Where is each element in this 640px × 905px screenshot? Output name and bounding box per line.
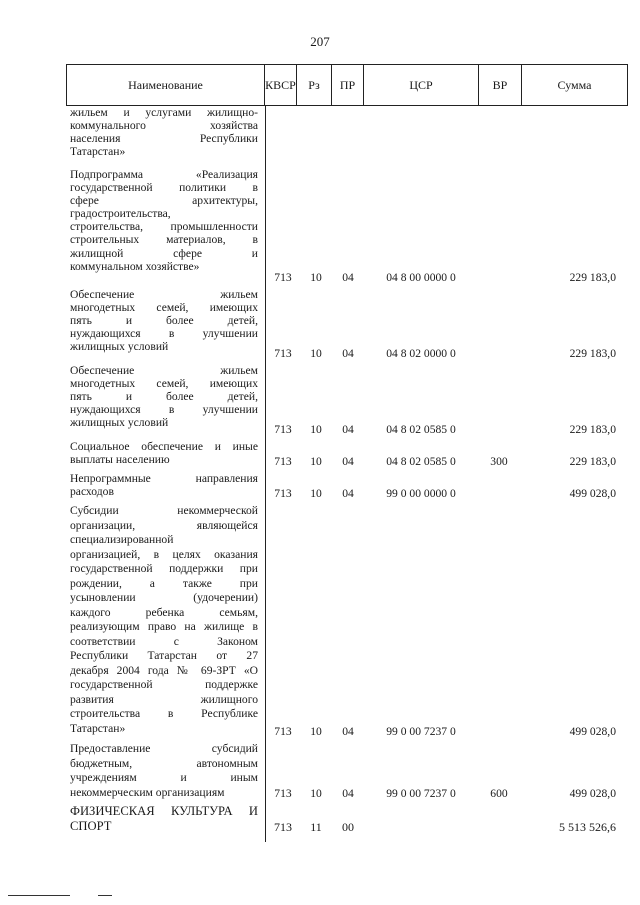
cell-csr: 04 8 02 0585 0 — [386, 454, 456, 468]
header-vr: ВР — [479, 65, 522, 105]
name-line: строительных материалов, в — [70, 233, 258, 247]
cell-csr: 99 0 00 7237 0 — [386, 724, 456, 738]
name-line: строительства в Республике — [70, 707, 258, 720]
row-name — [70, 472, 258, 498]
cell-kvsr: 713 — [274, 786, 292, 800]
cell-rz: 11 — [310, 819, 322, 834]
cell-csr: 99 0 00 7237 0 — [386, 786, 456, 800]
name-line: СПОРТ — [70, 818, 112, 833]
table-row — [0, 472, 640, 500]
cell-kvsr: 713 — [274, 422, 292, 436]
name-line: Обеспечение жильем — [70, 288, 258, 301]
header-pr: ПР — [332, 65, 364, 105]
cell-vr: 600 — [490, 786, 508, 800]
name-line: учреждениям и иным — [70, 771, 258, 784]
cell-rz: 10 — [310, 486, 322, 500]
cell-pr: 04 — [342, 786, 354, 800]
cell-kvsr: 713 — [274, 486, 292, 500]
name-line: коммунального хозяйства — [70, 119, 258, 133]
name-line: каждого ребенка семьям, — [70, 605, 258, 619]
name-line: Предоставление субсидий — [70, 742, 258, 755]
name-line: организации, являющейся — [70, 518, 258, 532]
name-line: пять и более детей, — [70, 390, 258, 404]
cell-kvsr: 713 — [274, 819, 292, 834]
cell-pr: 04 — [342, 486, 354, 500]
cell-sum: 5 513 526,6 — [559, 819, 616, 834]
name-line: нуждающихся в улучшении — [70, 403, 258, 417]
header-name: Наименование — [67, 65, 265, 105]
cell-kvsr: 713 — [274, 346, 292, 360]
table-row — [0, 288, 640, 360]
cell-sum: 229 183,0 — [569, 270, 616, 284]
cell-pr: 04 — [342, 422, 354, 436]
cell-sum: 229 183,0 — [569, 422, 616, 436]
name-line: рождении, а также при — [70, 576, 258, 590]
header-kvsr: КВСР — [265, 65, 297, 105]
name-line: градостроительства, — [70, 207, 171, 221]
name-line: Татарстан» — [70, 721, 126, 735]
name-line: развития жилищного — [70, 692, 258, 706]
name-line: организацией, в целях оказания — [70, 547, 258, 561]
name-line: некоммерческим организациям — [70, 785, 225, 799]
name-line: Непрограммные направления — [70, 472, 258, 485]
table-row — [0, 440, 640, 468]
cell-csr: 04 8 02 0585 0 — [386, 422, 456, 436]
header-sum: Сумма — [557, 78, 592, 92]
table-row — [0, 168, 640, 284]
row-name — [70, 364, 258, 429]
cell-kvsr: 713 — [274, 270, 292, 284]
cell-sum: 229 183,0 — [569, 454, 616, 468]
name-line: специализированной — [70, 533, 174, 546]
name-line: расходов — [70, 485, 114, 499]
table-header — [66, 64, 628, 106]
name-line: усыновлении (удочерении) — [70, 591, 258, 604]
cell-rz: 10 — [310, 786, 322, 800]
name-line: Социальное обеспечение и иные — [70, 440, 258, 453]
name-line: Татарстан» — [70, 145, 126, 159]
name-line: населения Республики — [70, 132, 258, 146]
row-name — [70, 106, 258, 158]
name-line: строительства, промышленности — [70, 220, 258, 234]
name-line: жилищной сфере и — [70, 246, 258, 260]
name-line: соответствии с Законом — [70, 634, 258, 648]
cell-sum: 499 028,0 — [569, 486, 616, 500]
name-line: многодетных семей, имеющих — [70, 377, 258, 391]
name-line: Республики Татарстан от 27 — [70, 649, 258, 662]
table-row — [0, 804, 640, 834]
name-line: многодетных семей, имеющих — [70, 301, 258, 315]
name-line: Субсидии некоммерческой — [70, 504, 258, 517]
cell-pr: 00 — [342, 819, 354, 834]
name-line: бюджетным, автономным — [70, 756, 258, 770]
cell-sum: 499 028,0 — [569, 724, 616, 738]
cell-pr: 04 — [342, 270, 354, 284]
row-name — [70, 804, 258, 833]
name-line: выплаты населению — [70, 453, 170, 467]
name-line: государственной поддержки при — [70, 562, 258, 575]
name-line: реализующим право на жилище в — [70, 620, 258, 633]
cell-vr: 300 — [490, 454, 508, 468]
cell-rz: 10 — [310, 346, 322, 360]
name-line: государственной политики в — [70, 181, 258, 195]
cell-rz: 10 — [310, 422, 322, 436]
cell-csr: 04 8 00 0000 0 — [386, 270, 456, 284]
header-csr: ЦСР — [364, 65, 479, 105]
row-name — [70, 504, 258, 736]
table-row — [0, 742, 640, 800]
name-line: коммунальном хозяйстве» — [70, 259, 200, 273]
scan-edge-line — [98, 895, 112, 896]
scan-edge-line — [8, 895, 70, 896]
table-row — [0, 364, 640, 436]
cell-kvsr: 713 — [274, 724, 292, 738]
cell-pr: 04 — [342, 346, 354, 360]
cell-pr: 04 — [342, 454, 354, 468]
cell-kvsr: 713 — [274, 454, 292, 468]
cell-rz: 10 — [310, 270, 322, 284]
name-line: сфере архитектуры, — [70, 194, 258, 208]
page-number: 207 — [310, 34, 330, 49]
table-row — [0, 106, 640, 165]
cell-rz: 10 — [310, 454, 322, 468]
name-line: жилищных условий — [70, 340, 169, 354]
name-line: ФИЗИЧЕСКАЯ КУЛЬТУРА И — [70, 804, 258, 818]
row-name — [70, 288, 258, 353]
name-line: Подпрограмма «Реализация — [70, 168, 258, 181]
row-name — [70, 168, 258, 273]
cell-sum: 499 028,0 — [569, 786, 616, 800]
row-name — [70, 742, 258, 800]
cell-csr: 04 8 02 0000 0 — [386, 346, 456, 360]
row-name — [70, 440, 258, 466]
header-rz: Рз — [297, 65, 332, 105]
table-row — [0, 504, 640, 738]
name-line: жильем и услугами жилищно- — [70, 106, 258, 119]
name-line: Обеспечение жильем — [70, 364, 258, 377]
cell-rz: 10 — [310, 724, 322, 738]
name-line: нуждающихся в улучшении — [70, 327, 258, 341]
cell-sum: 229 183,0 — [569, 346, 616, 360]
cell-pr: 04 — [342, 724, 354, 738]
name-line: пять и более детей, — [70, 314, 258, 328]
cell-csr: 99 0 00 0000 0 — [386, 486, 456, 500]
name-line: декабря 2004 года № 69-ЗРТ «О — [70, 663, 258, 677]
name-line: жилищных условий — [70, 416, 169, 430]
name-line: государственной поддержке — [70, 678, 258, 691]
